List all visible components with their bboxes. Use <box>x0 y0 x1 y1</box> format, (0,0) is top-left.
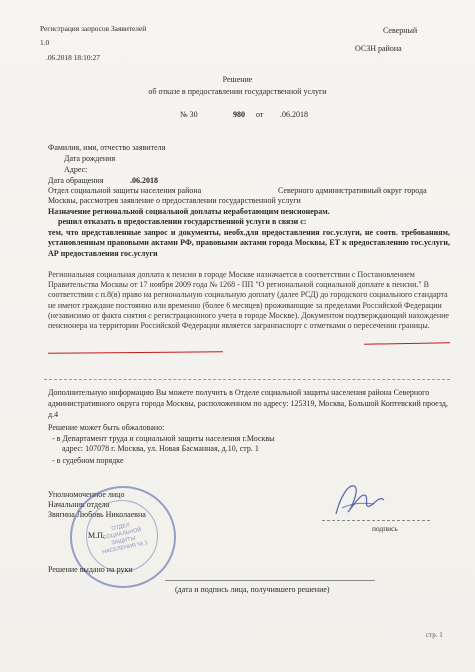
decision-number-from: от <box>256 110 264 119</box>
title-decision: Решение <box>222 75 253 84</box>
receiver-caption: (дата и подпись лица, получившего решение) <box>175 585 330 594</box>
service-name: Назначение региональной социальной доплаты неработающим пенсионерам. <box>48 207 330 216</box>
divider <box>44 379 450 380</box>
refusal-explanation: Региональная социальная доплата к пенсии в городе Москве назначается в соответствии с Постановлением Правительства Москвы от 17 ноября 2009 года № 1268 - ПП "О региональной социальной доплате к пенсии." В соответствии с п.8(в) право на региональную социальную доплату (далее РСД) до городского социального стандарта не имеют граждане постоянно или временно (более 6 месяцев) проживающие за пределами Российской Федерации (независимо от факта снятия с регистрационного учета в городе Москве). Документом подтверждающий нахождение пенсионера на территории Российской Федерации является загранпаспорт с отметками о пересечении границы. <box>48 270 449 331</box>
decision-number-mid: 980 <box>233 110 245 119</box>
official-stamp-text: ОТДЕЛ СОЦИАЛЬНОЙ ЗАЩИТЫ НАСЕЛЕНИЯ № 1 <box>101 522 149 556</box>
applicant-fio-label: Фамилия, имя, отчество заявителя <box>48 143 166 152</box>
title-subject: об отказе в предоставлении государственной услуги <box>148 87 327 96</box>
refusal-reason: тем, что представленные запрос и документы, необх.для предоставления гос.услуги, не соотв. требованиям, установленным правовыми актами РФ, правовыми актами города Москвы, ЕТ к предоставлению гос.услуги, АР предоставления гос.услуги <box>48 228 450 258</box>
applicant-dob-label: Дата рождения <box>64 154 116 163</box>
decision-date: .06.2018 <box>280 110 308 119</box>
header-org-line: Регистрация запросов Заявителей <box>40 24 147 33</box>
handwritten-signature <box>330 478 390 522</box>
additional-info: Дополнительную информацию Вы можете получить в Отделе социальной защиты населения района Северного административного округа города Москвы, расположенном по адресу: 125319, Москва, Большой Коптевский проезд, д.4 <box>48 388 448 419</box>
dept-line-a: Отдел социальной защиты населения района <box>48 186 202 195</box>
signature-caption: подпись <box>372 524 398 533</box>
request-date-label: Дата обращения <box>48 176 104 185</box>
decision-statement: решил отказать в предоставлении государственной услуги в связи с: <box>58 217 307 226</box>
seal-place-label: М.П. <box>88 531 105 540</box>
receiver-signature-line <box>165 580 375 581</box>
signer-name: Звягина Любовь Николаевна <box>48 510 146 519</box>
red-underline-left <box>48 351 223 354</box>
issued-label: Решение выдано на руки <box>48 565 133 574</box>
authorized-person-label: Уполномоченное лицо <box>48 490 125 499</box>
request-date-value: .06.2018 <box>130 176 158 185</box>
dept-line-c: Москвы, рассмотрев заявление о предоставлении государственной услуги <box>48 196 301 205</box>
header-department: ОСЗН района <box>355 44 402 53</box>
appeal-option-2: - в судебном порядке <box>52 456 124 465</box>
applicant-address-label: Адрес: <box>64 165 88 174</box>
red-underline-right <box>364 342 450 345</box>
decision-number-prefix: № 30 <box>180 110 198 119</box>
page-number: стр. 1 <box>426 631 443 639</box>
appeal-heading: Решение может быть обжаловано: <box>48 423 165 432</box>
header-version: 1.0 <box>40 38 50 47</box>
appeal-option-1: - в Департамент труда и социальной защиты населения г.Москвы <box>52 434 275 443</box>
signer-position: Начальник отдела <box>48 500 110 509</box>
appeal-option-1-address: адрес: 107078 г. Москва, ул. Новая Басманная, д.10, стр. 1 <box>62 444 259 453</box>
signature-line <box>322 520 430 521</box>
dept-line-b: Северного административный округ города <box>278 186 427 195</box>
header-datetime: .06.2018 18:10:27 <box>46 53 100 62</box>
header-region: Северный <box>383 26 418 35</box>
